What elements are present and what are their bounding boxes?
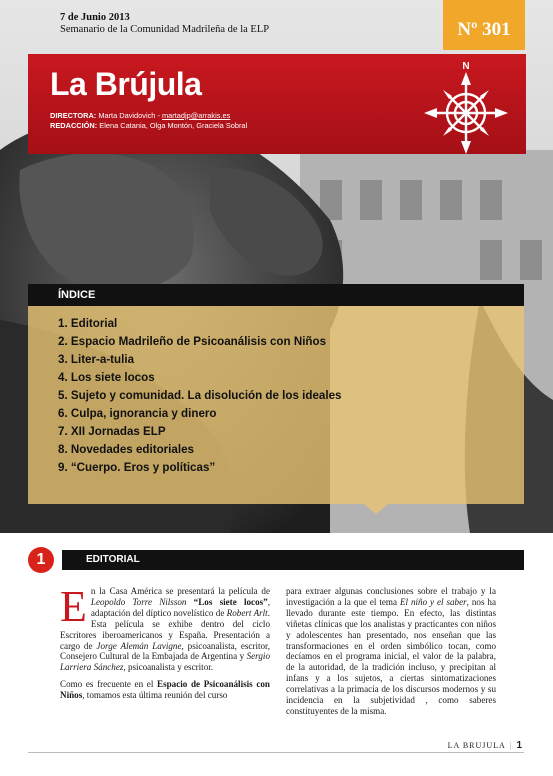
- redaccion-names: Elena Catania, Olga Montón, Graciela Sobral: [99, 121, 248, 130]
- article-text: , nos ha llevado durante este tiempo. En efecto, las distintas viñetas clínicas que los analistas y practicantes con niños y adolescentes han presentado, nos enseñan que las transformaciones en el orden simbólico tocan, como decíamos en el programa inicial, el valor de la palabra, de la autoridad, de la tradición incluso, y precipitan al infans y a los sujetos, a ciertas sintomatizaciones correlativas a la primacía de los discursos modernos y su incidencia en la subjetividad , como saberes constituyentes de la misma.: [286, 596, 496, 716]
- index-item[interactable]: 2. Espacio Madrileño de Psicoanálisis con Niños: [58, 335, 327, 348]
- section-title: EDITORIAL: [62, 550, 524, 570]
- masthead: [28, 54, 526, 154]
- article-text: Espacio de Psicoanálisis con Niños: [60, 679, 270, 701]
- article-text: para extraer algunas conclusiones sobre el trabajo y la investigación a la que el tema: [286, 586, 496, 607]
- article-text: . Esta película se exhibe dentro del ciclo Escritores iberoamericanos y España. Presentación a cargo de: [60, 607, 270, 651]
- compass-logo-icon: [416, 58, 516, 162]
- dateline: [60, 12, 269, 36]
- index-item[interactable]: 9. “Cuerpo. Eros y políticas”: [58, 461, 216, 474]
- index-item[interactable]: 7. XII Jornadas ELP: [58, 425, 166, 438]
- masthead-title: La Brújula: [50, 66, 202, 102]
- directora-line: [50, 111, 247, 121]
- article-text: Leopoldo Torre Nilsson: [90, 596, 187, 607]
- footer-separator: |: [509, 741, 513, 750]
- drop-cap: E: [60, 582, 87, 631]
- footer-divider: [28, 752, 524, 753]
- article-text: , adaptación del díptico novelístico de: [90, 596, 270, 618]
- page-number: 1: [516, 740, 522, 751]
- article-text: Robert Arlt: [226, 607, 268, 618]
- article-column-right: [286, 586, 496, 723]
- page-footer: [448, 740, 522, 751]
- publication-subtitle: Semanario de la Comunidad Madrileña de la ELP: [60, 24, 270, 35]
- directora-email-link[interactable]: martadjp@arrakis.es: [162, 111, 231, 120]
- article-text: “Los siete locos”: [186, 596, 268, 607]
- article-text: Como es frecuente en el: [60, 679, 157, 690]
- compass-north-mark: N: [462, 61, 470, 72]
- footer-publication: LA BRUJULA: [447, 741, 506, 750]
- article-paragraph: [286, 586, 496, 717]
- credits: [50, 111, 247, 131]
- index-list: [58, 315, 341, 477]
- redaccion-line: [50, 121, 247, 131]
- redaccion-label: REDACCIÓN:: [50, 121, 98, 130]
- index-heading: ÍNDICE: [28, 284, 524, 306]
- index-item[interactable]: 1. Editorial: [58, 317, 118, 330]
- article-text: , psicoanalista y escritor.: [123, 662, 214, 673]
- article-text: , psicoanalista, escritor, Consejero Cultural de la Embajada de Argentina y: [60, 640, 270, 662]
- article-text: Jorge Alemán Lavigne: [96, 640, 182, 651]
- index-item[interactable]: 3. Liter-a-tulia: [58, 353, 135, 366]
- article-paragraph: [60, 582, 270, 673]
- article-paragraph: [60, 679, 270, 701]
- index-panel-notch: [364, 504, 388, 514]
- article-text: n la Casa América se presentará la película de: [90, 586, 270, 596]
- index-item[interactable]: 6. Culpa, ignorancia y dinero: [58, 407, 217, 420]
- index-item[interactable]: 4. Los siete locos: [58, 371, 155, 384]
- index-item[interactable]: 8. Novedades editoriales: [58, 443, 194, 456]
- article-text: El niño y el saber: [399, 596, 467, 607]
- index-item[interactable]: 5. Sujeto y comunidad. La disolución de los ideales: [58, 389, 342, 402]
- section-number-badge: 1: [28, 547, 54, 573]
- issue-date: 7 de Junio 2013: [60, 12, 130, 23]
- issue-number-tab: Nº 301: [443, 0, 525, 50]
- article-column-left: [60, 582, 270, 707]
- directora-name: Marta Davidovich -: [98, 111, 160, 120]
- article-text: Sergio Larriera Sánchez: [60, 651, 270, 673]
- article-text: , tomamos esta última reunión del curso: [82, 690, 228, 701]
- directora-label: DIRECTORA:: [50, 111, 97, 120]
